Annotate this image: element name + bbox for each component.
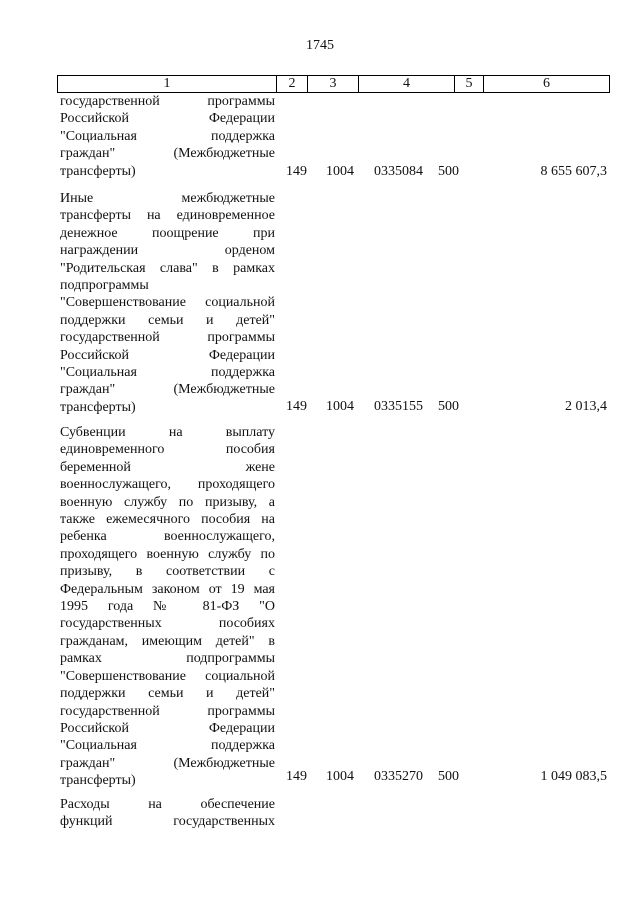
description-line: беременной жене: [60, 459, 275, 475]
description-line: поддержки семьи и детей": [60, 686, 275, 702]
description-line: государственной программы: [60, 94, 275, 109]
description-line: трансферты): [60, 773, 136, 789]
description-line: Федеральным законом от 19 мая: [60, 581, 275, 597]
description-line: Российской Федерации: [60, 111, 275, 127]
description-line: Иные межбюджетные: [60, 191, 275, 206]
row-col-5: 500: [438, 399, 459, 414]
row-description: [60, 93, 275, 180]
description-line: также ежемесячного пособия на: [60, 512, 275, 528]
table-row: [60, 93, 275, 180]
description-line: трансферты): [60, 163, 136, 179]
row-col-2: 149: [286, 399, 307, 414]
description-line: трансферты на единовременное: [60, 208, 275, 224]
row-col-6: 8 655 607,3: [540, 164, 607, 179]
header-col-1: 1: [58, 76, 277, 92]
description-line: граждан" (Межбюджетные: [60, 146, 275, 162]
page-number: 1745: [306, 38, 334, 53]
description-line: Расходы на обеспечение: [60, 797, 275, 812]
header-col-3: 3: [308, 76, 359, 92]
description-line: "Социальная поддержка: [60, 365, 275, 381]
description-line: "Социальная поддержка: [60, 738, 275, 754]
description-line: "Социальная поддержка: [60, 128, 275, 144]
description-line: "Совершенствование социальной: [60, 295, 275, 311]
description-line: граждан" (Межбюджетные: [60, 755, 275, 771]
description-line: государственной программы: [60, 330, 275, 346]
table-row: [60, 424, 275, 790]
row-col-2: 149: [286, 769, 307, 784]
description-line: государственной программы: [60, 703, 275, 719]
description-line: ребенка военнослужащего,: [60, 529, 275, 545]
header-col-4: 4: [359, 76, 455, 92]
description-line: награждении орденом: [60, 243, 275, 259]
row-col-6: 2 013,4: [565, 399, 607, 414]
description-line: призыву, в соответствии с: [60, 564, 275, 580]
description-line: функций государственных: [60, 814, 275, 830]
description-line: гражданам, имеющим детей" в: [60, 633, 275, 649]
row-col-3: 1004: [326, 399, 354, 414]
description-line: военную службу по призыву, а: [60, 494, 275, 510]
row-col-4: 0335084: [374, 164, 423, 179]
description-line: рамках подпрограммы: [60, 651, 275, 667]
header-col-5: 5: [455, 76, 484, 92]
description-line: единовременного пособия: [60, 442, 275, 458]
row-col-4: 0335155: [374, 399, 423, 414]
description-line: граждан" (Межбюджетные: [60, 382, 275, 398]
row-col-5: 500: [438, 769, 459, 784]
row-description: [60, 190, 275, 416]
description-line: Субвенции на выплату: [60, 425, 275, 440]
description-line: денежное поощрение при: [60, 225, 275, 241]
table-row: [60, 190, 275, 416]
table-row: [60, 796, 275, 831]
description-line: "Родительская слава" в рамках: [60, 260, 275, 276]
description-line: государственных пособиях: [60, 616, 275, 632]
row-col-3: 1004: [326, 164, 354, 179]
description-line: 1995 года № 81-ФЗ "О: [60, 599, 275, 615]
row-col-4: 0335270: [374, 769, 423, 784]
table-header-row: [57, 75, 610, 93]
description-line: "Совершенствование социальной: [60, 668, 275, 684]
header-col-6: 6: [543, 76, 550, 91]
description-line: подпрограммы: [60, 278, 149, 294]
description-line: проходящего военную службу по: [60, 546, 275, 562]
description-line: Российской Федерации: [60, 347, 275, 363]
description-line: военнослужащего, проходящего: [60, 477, 275, 493]
description-line: трансферты): [60, 399, 136, 415]
row-description: [60, 424, 275, 790]
row-col-2: 149: [286, 164, 307, 179]
description-line: поддержки семьи и детей": [60, 312, 275, 328]
row-col-6: 1 049 083,5: [540, 769, 607, 784]
header-col-2: 2: [277, 76, 308, 92]
row-description: [60, 796, 275, 831]
row-col-3: 1004: [326, 769, 354, 784]
row-col-5: 500: [438, 164, 459, 179]
description-line: Российской Федерации: [60, 720, 275, 736]
